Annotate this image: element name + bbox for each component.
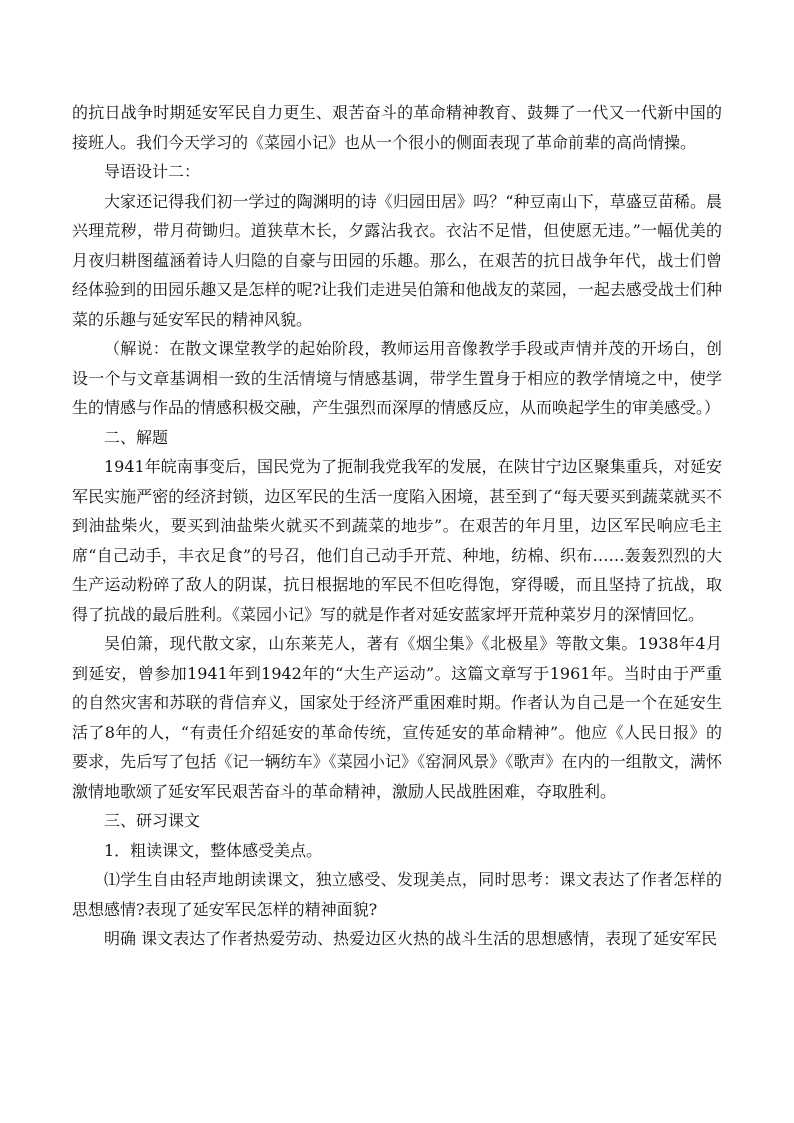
list-item-1: 1．粗读课文，整体感受美点。	[104, 840, 323, 860]
section-heading-study-text: 三、研习课文	[104, 811, 201, 830]
paragraph-background: 1941年皖南事变后，国民党为了扼制我党我军的发展，在陕甘宁边区聚集重兵，对延安军民实施严密的经济封锁，边区军民的生活一度陷入困境，甚至到了“每天要买到蔬菜就买不到油盐柴火，要买到油盐柴火就买不到蔬菜的地步”。在艰苦的年月里，边区军民响应毛主席“自己动手，丰衣足食”的号召，他们自己动手开荒、种地，纺棉、织布……轰轰烈烈的大生产运动粉碎了敌人的阴谋，抗日根据地的军民不但吃得饱，穿得暖，而且坚持了抗战，取得了抗战的最后胜利。《菜园小记》写的就是作者对延安蓝家坪开荒种菜岁月的深情回忆。	[72, 457, 722, 624]
paragraph-author: 吴伯箫，现代散文家，山东莱芜人，著有《烟尘集》《北极星》等散文集。1938年4月到延安，曾参加1941年到1942年的“大生产运动”。这篇文章写于1961年。当时由于严重的自然灾害和苏联的背信弃义，国家处于经济严重困难时期。作者认为自己是一个在延安生活了8年的人，“有责任介绍延安的革命传统，宣传延安的革命精神”。他应《人民日报》的要求，先后写了包括《记一辆纺车》《菜园小记》《窑洞风景》《歌声》在内的一组散文，满怀激情地歌颂了延安军民艰苦奋斗的革命精神，激励人民战胜困难，夺取胜利。	[72, 634, 722, 801]
list-subitem-1: ⑴学生自由轻声地朗读课文，独立感受、发现美点，同时思考：课文表达了作者怎样的思想感情?表现了延安军民怎样的精神面貌?	[72, 870, 722, 919]
heading-intro-design-2: 导语设计二：	[104, 162, 201, 181]
paragraph-explanation: （解说：在散文课堂教学的起始阶段，教师运用音像教学手段或声情并茂的开场白，创设一个与文章基调相一致的生活情境与情感基调，带学生置身于相应的教学情境之中，使学生的情感与作品的情感积极交融，产生强烈而深厚的情感反应，从而唤起学生的审美感受。）	[72, 339, 722, 417]
section-heading-title-analysis: 二、解题	[104, 427, 169, 447]
document-body	[72, 98, 722, 954]
paragraph-intro-design-2: 大家还记得我们初一学过的陶渊明的诗《归园田居》吗？“种豆南山下，草盛豆苗稀。晨兴理荒秽，带月荷锄归。道狭草木长，夕露沾我衣。衣沾不足惜，但使愿无违。”一幅优美的月夜归耕图蕴涵着诗人归隐的自豪与田园的乐趣。那么，在艰苦的抗日战争年代，战士们曾经体验到的田园乐趣又是怎样的呢?让我们走进吴伯箫和他战友的菜园，一起去感受战士们种菜的乐趣与延安军民的精神风貌。	[72, 191, 722, 329]
paragraph-answer: 明确 课文表达了作者热爱劳动、热爱边区火热的战斗生活的思想感情，表现了延安军民	[104, 929, 718, 948]
paragraph-intro-continuation: 的抗日战争时期延安军民自力更生、艰苦奋斗的革命精神教育、鼓舞了一代又一代新中国的接班人。我们今天学习的《菜园小记》也从一个很小的侧面表现了革命前辈的高尚情操。	[72, 103, 722, 152]
